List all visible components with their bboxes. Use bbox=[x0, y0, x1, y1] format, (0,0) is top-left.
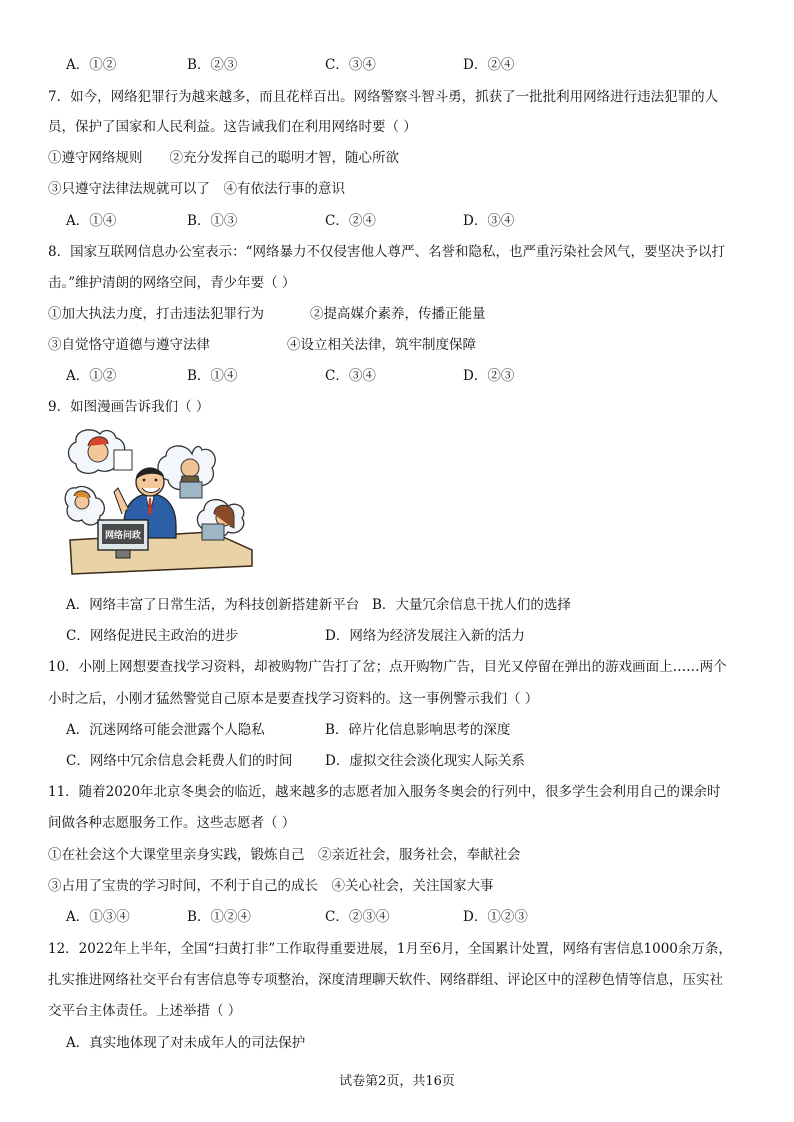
q8-option-d[interactable]: D．②③ bbox=[463, 368, 515, 384]
q8-item-2: ②提高媒介素养，传播正能量 bbox=[310, 306, 486, 322]
q11-items-line2: ③占用了宝贵的学习时间，不利于自己的成长 ④关心社会，关注国家大事 bbox=[48, 878, 494, 894]
q6-option-c[interactable]: C．③④ bbox=[325, 57, 376, 73]
q6-option-a[interactable]: A．①② bbox=[66, 57, 117, 73]
q12-option-a[interactable]: A．真实地体现了对未成年人的司法保护 bbox=[66, 1035, 306, 1051]
q10-stem-line2: 小时之后，小刚才猛然警觉自己原本是要查找学习资料的。这一事例警示我们（ ） bbox=[48, 691, 539, 707]
q11-option-a[interactable]: A．①③④ bbox=[66, 909, 130, 925]
q8-stem-line1: 8．国家互联网信息办公室表示：“网络暴力不仅侵害他人尊严、名誉和隐私，也严重污染社会风气，要坚决予以打 bbox=[48, 244, 725, 260]
q6-option-d[interactable]: D．②④ bbox=[463, 57, 515, 73]
q11-option-d[interactable]: D．①②③ bbox=[463, 909, 528, 925]
q9-option-a[interactable]: A．网络丰富了日常生活，为科技创新搭建新平台 bbox=[66, 597, 360, 613]
q12-stem-line3: 交平台主体责任。上述举措（ ） bbox=[48, 1003, 242, 1019]
q11-stem-line1: 11．随着2020年北京冬奥会的临近，越来越多的志愿者加入服务冬奥会的行列中，很多学生会利用自己的课余时 bbox=[48, 784, 721, 800]
q10-option-a[interactable]: A．沉迷网络可能会泄露个人隐私 bbox=[66, 722, 265, 738]
q12-stem-line1: 12．2022年上半年，全国“扫黄打非”工作取得重要进展，1月至6月，全国累计处置，网络有害信息1000余万条， bbox=[48, 941, 732, 957]
q7-option-d[interactable]: D．③④ bbox=[463, 213, 515, 229]
q6-option-b[interactable]: B．②③ bbox=[187, 57, 238, 73]
q7-items-line1: ①遵守网络规则 ②充分发挥自己的聪明才智，随心所欲 bbox=[48, 150, 399, 166]
q8-option-b[interactable]: B．①④ bbox=[187, 368, 238, 384]
q10-option-c[interactable]: C．网络中冗余信息会耗费人们的时间 bbox=[66, 753, 293, 769]
q9-cartoon-image bbox=[62, 428, 258, 578]
q10-stem-line1: 10．小刚上网想要查找学习资料，却被购物广告打了岔；点开购物广告，目光又停留在弹出的游戏画面上……两个 bbox=[48, 659, 727, 675]
q7-option-b[interactable]: B．①③ bbox=[187, 213, 238, 229]
q9-stem: 9．如图漫画告诉我们（ ） bbox=[48, 399, 210, 415]
q10-option-b[interactable]: B．碎片化信息影响思考的深度 bbox=[325, 722, 511, 738]
q9-option-b[interactable]: B．大量冗余信息干扰人们的选择 bbox=[372, 597, 571, 613]
q7-stem-line1: 7．如今，网络犯罪行为越来越多，而且花样百出。网络警察斗智斗勇，抓获了一批批利用网络进行违法犯罪的人 bbox=[48, 89, 719, 105]
q9-option-d[interactable]: D．网络为经济发展注入新的活力 bbox=[325, 628, 525, 644]
q8-option-a[interactable]: A．①② bbox=[66, 368, 117, 384]
q8-stem-line2: 击。”维护清朗的网络空间，青少年要（ ） bbox=[48, 275, 296, 291]
q8-option-c[interactable]: C．③④ bbox=[325, 368, 376, 384]
q7-stem-line2: 员，保护了国家和人民利益。这告诫我们在利用网络时要（ ） bbox=[48, 119, 417, 135]
q12-stem-line2: 扎实推进网络社交平台有害信息等专项整治，深度清理聊天软件、网络群组、评论区中的淫秽色情等信息，压实社 bbox=[48, 972, 723, 988]
q8-item-3: ③自觉恪守道德与遵守法律 bbox=[48, 337, 210, 353]
q8-item-1: ①加大执法力度，打击违法犯罪行为 bbox=[48, 306, 264, 322]
q11-option-c[interactable]: C．②③④ bbox=[325, 909, 390, 925]
q7-option-a[interactable]: A．①④ bbox=[66, 213, 117, 229]
q9-option-c[interactable]: C．网络促进民主政治的进步 bbox=[66, 628, 239, 644]
q11-items-line1: ①在社会这个大课堂里亲身实践，锻炼自己 ②亲近社会，服务社会，奉献社会 bbox=[48, 847, 521, 863]
q9-cartoon-label: 网络问政 bbox=[104, 531, 142, 541]
q7-items-line2: ③只遵守法律法规就可以了 ④有依法行事的意识 bbox=[48, 181, 345, 197]
q11-option-b[interactable]: B．①②④ bbox=[187, 909, 251, 925]
q11-stem-line2: 间做各种志愿服务工作。这些志愿者（ ） bbox=[48, 815, 296, 831]
q7-option-c[interactable]: C．②④ bbox=[325, 213, 376, 229]
q10-option-d[interactable]: D．虚拟交往会淡化现实人际关系 bbox=[325, 753, 525, 769]
q8-item-4: ④设立相关法律，筑牢制度保障 bbox=[287, 337, 476, 353]
page-footer: 试卷第2页，共16页 bbox=[339, 1074, 455, 1089]
